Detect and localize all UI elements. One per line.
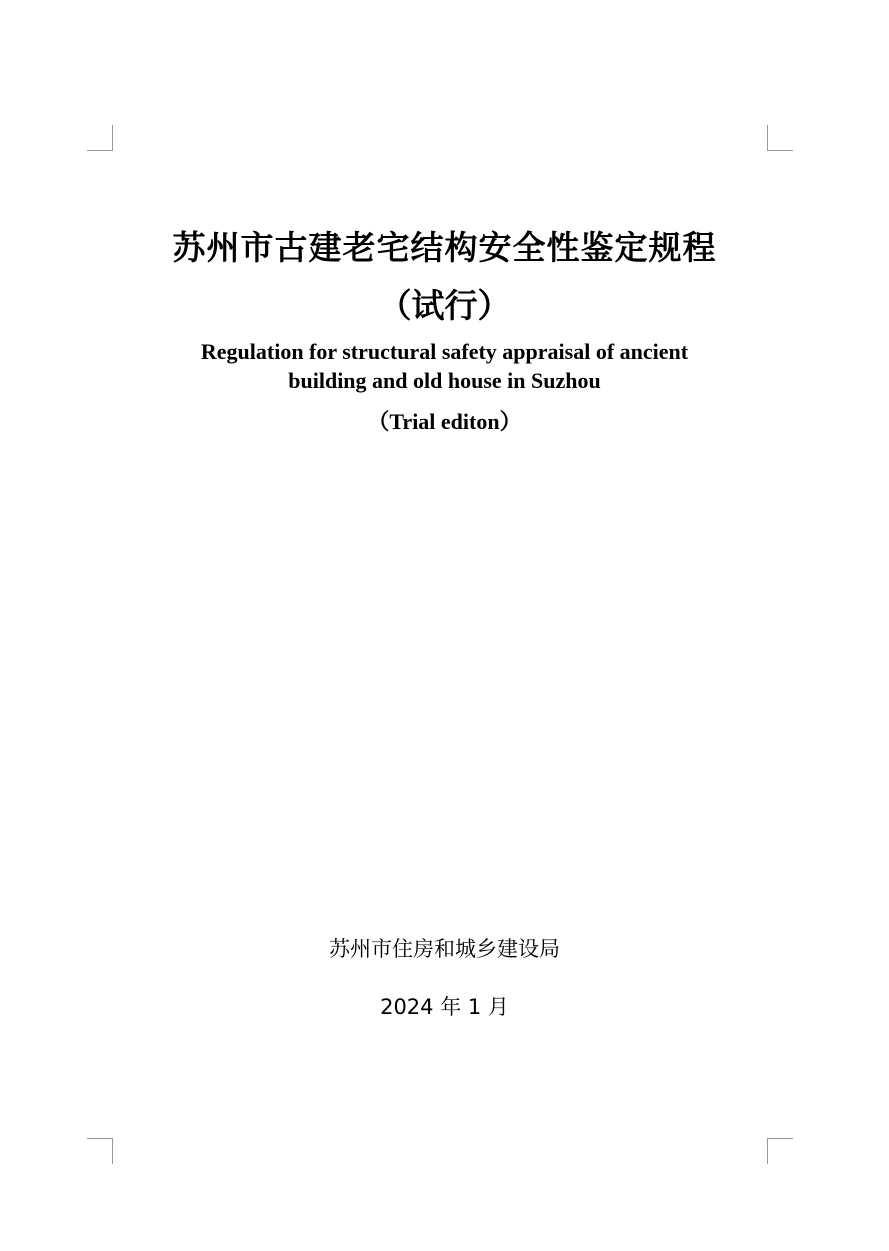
crop-mark-top-right bbox=[767, 125, 793, 151]
document-title-trial-english: （Trial editon） bbox=[367, 409, 522, 434]
document-title-english-line-2: building and old house in Suzhou bbox=[288, 368, 601, 393]
publisher: 苏州市住房和城乡建设局 bbox=[329, 937, 560, 961]
publication-date: 2024 年 1 月 bbox=[380, 995, 509, 1019]
crop-mark-bottom-right bbox=[767, 1138, 793, 1164]
document-title-trial-chinese: （试行） bbox=[378, 286, 511, 325]
document-title-english-line-1: Regulation for structural safety appraisal of ancient bbox=[200, 339, 689, 364]
crop-mark-top-left bbox=[87, 125, 113, 151]
crop-mark-bottom-left bbox=[87, 1138, 113, 1164]
document-title-chinese: 苏州市古建老宅结构安全性鉴定规程 bbox=[172, 228, 717, 267]
